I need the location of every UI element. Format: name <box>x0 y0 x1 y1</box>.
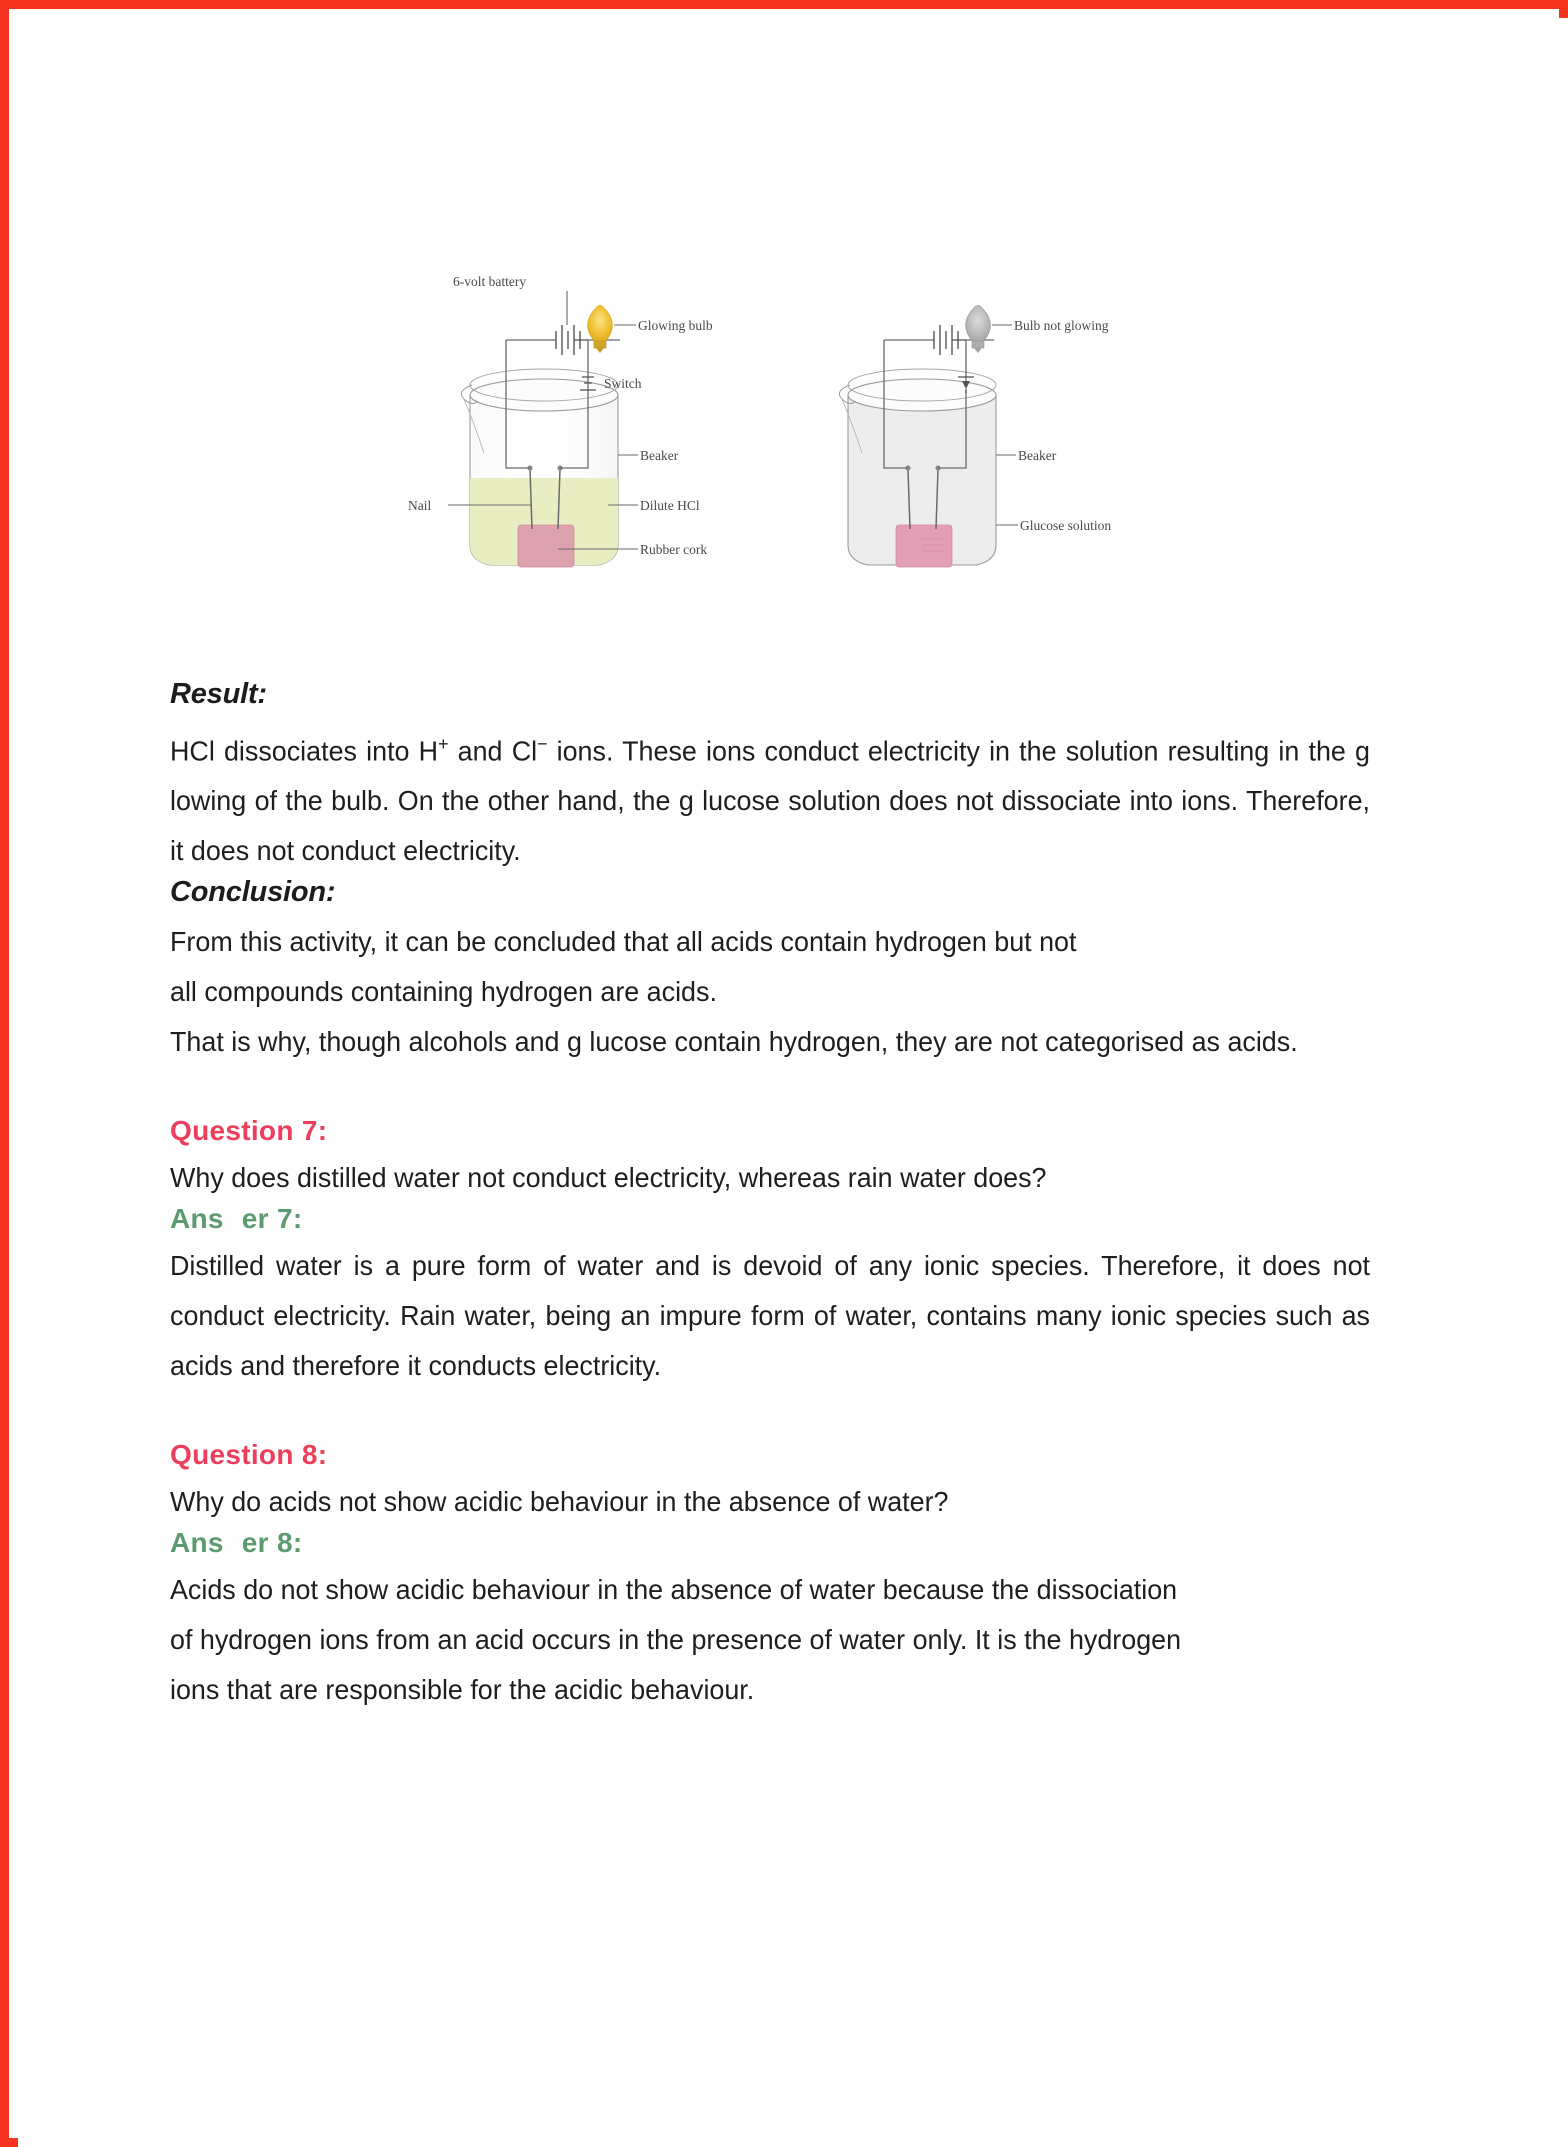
conclusion-paragraph-1: From this activity, it can be concluded that all acids contain hydrogen but not <box>170 926 1077 958</box>
question-8-label: Question 8: <box>170 1439 328 1471</box>
rubber-cork-left <box>518 525 574 567</box>
answer-7-label-post: er 7: <box>241 1203 303 1235</box>
question-7-label: Question 7: <box>170 1115 328 1147</box>
section-spacer-2 <box>170 1391 1420 1439</box>
page-content-area <box>18 18 1568 2147</box>
rubber-cork-right <box>896 525 952 567</box>
answer-8-label <box>170 1527 1420 1559</box>
left-experiment-group <box>408 274 713 567</box>
battery-symbol-right <box>934 325 966 355</box>
glowing-bulb <box>588 306 613 354</box>
figure-label-dilute-hcl: Dilute HCl <box>640 498 700 513</box>
answer-8-label-post: er 8: <box>241 1527 303 1559</box>
result-text-mid: and Cl <box>448 735 538 767</box>
figure-label-beaker-right: Beaker <box>1018 448 1057 463</box>
figure-label-rubber-cork: Rubber cork <box>640 542 708 557</box>
figure-label-beaker-left: Beaker <box>640 448 679 463</box>
result-text-post: ions. These ions conduct electricity in the solution resulting in the g lowing of the bulb. On the other hand, the g lucose solution does not dissociate into ions. Therefore, it does not conduct electricity. <box>170 735 1370 867</box>
figure-label-nail: Nail <box>408 498 432 513</box>
figure-label-switch: Switch <box>604 376 642 391</box>
conclusion-paragraph-2: all compounds containing hydrogen are acids. <box>170 976 717 1008</box>
conclusion-heading: Conclusion: <box>170 876 336 909</box>
conclusion-paragraph-3: That is why, though alcohols and g lucose contain hydrogen, they are not categorised as acids. <box>170 1026 1298 1058</box>
result-paragraph <box>170 719 1370 876</box>
answer-8-line-1: Acids do not show acidic behaviour in the absence of water because the dissociation <box>170 1574 1178 1606</box>
section-spacer <box>170 1067 1420 1115</box>
figure-label-glowing-bulb: Glowing bulb <box>638 318 713 333</box>
answer-8-line-3: ions that are responsible for the acidic behaviour. <box>170 1674 755 1706</box>
answer-8-label-pre: Ans <box>170 1527 224 1559</box>
hydrogen-ion-charge: + <box>438 733 449 754</box>
result-heading: Result: <box>170 678 267 710</box>
right-experiment-group <box>839 306 1111 568</box>
figure-label-battery: 6-volt battery <box>453 274 527 289</box>
answer-7-label-pre: Ans <box>170 1203 224 1235</box>
answer-7-label <box>170 1203 1420 1235</box>
bulb-not-glowing <box>966 306 991 354</box>
result-text-pre: HCl dissociates into H <box>170 735 439 767</box>
question-8-text: Why do acids not show acidic behaviour in the absence of water? <box>170 1486 949 1518</box>
battery-symbol-left <box>556 325 588 355</box>
chloride-ion-charge: − <box>537 733 548 754</box>
question-7-text: Why does distilled water not conduct electricity, whereas rain water does? <box>170 1162 1047 1194</box>
acid-conductivity-experiment-diagram <box>408 273 1188 653</box>
figure-label-bulb-not-glowing: Bulb not glowing <box>1014 318 1109 333</box>
answer-7-text: Distilled water is a pure form of water and is devoid of any ionic species. Therefore, it does not conduct electricity. Rain water, being an impure form of water, contains many ionic species such as acids and therefore it conducts electricity. <box>170 1250 1370 1382</box>
figure-label-glucose-solution: Glucose solution <box>1020 518 1112 533</box>
document-body <box>170 678 1420 1715</box>
answer-8-line-2: of hydrogen ions from an acid occurs in the presence of water only. It is the hydrogen <box>170 1624 1182 1656</box>
